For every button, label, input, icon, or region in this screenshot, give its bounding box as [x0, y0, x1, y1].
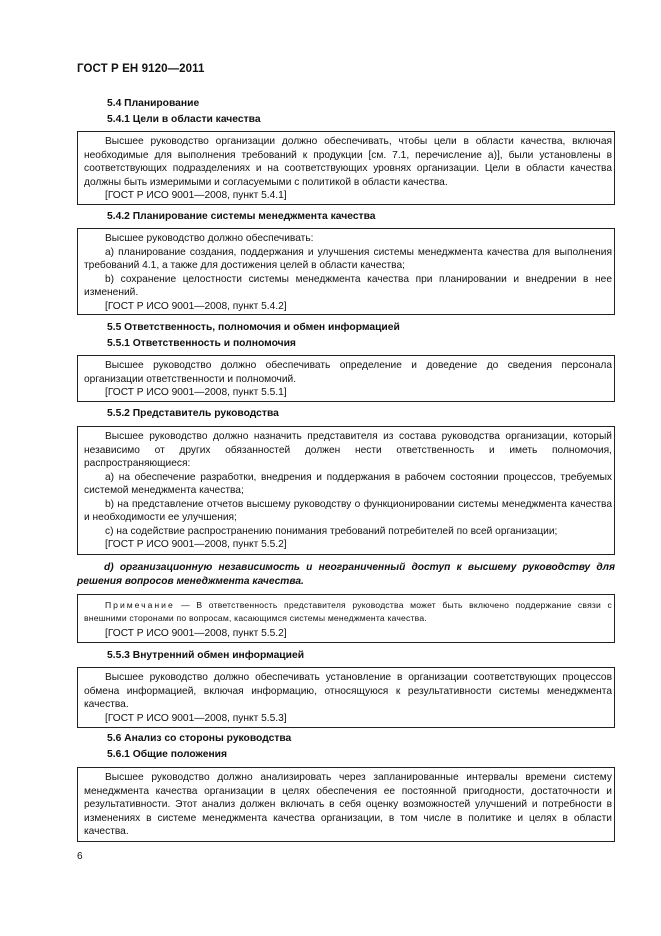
note-label: Примечание	[105, 600, 175, 610]
list-item-b: b) на представление отчетов высшему руководству о функционировании системы менеджмента качества и необходимости ее улучшения;	[84, 498, 612, 523]
quote-box-5-5-1	[77, 355, 615, 402]
box-reference: [ГОСТ Р ИСО 9001—2008, пункт 5.5.2]	[105, 539, 287, 550]
item-d-paragraph	[77, 561, 615, 588]
heading-5-6: 5.6 Анализ со стороны руководства	[107, 733, 292, 744]
list-item-b: b) сохранение целостности системы менеджмента качества при планировании и внедрении в нее изменений.	[84, 273, 612, 298]
heading-5-5-1: 5.5.1 Ответственность и полномочия	[107, 338, 296, 349]
heading-5-4: 5.4 Планирование	[107, 98, 200, 109]
box-text: Высшее руководство должно обеспечивать установление в организации соответствующих процессов обмена информацией, включая информацию, относящуюся к результативности системы менеджмента качества.	[84, 672, 612, 710]
heading-5-4-1: 5.4.1 Цели в области качества	[107, 114, 261, 125]
heading-5-5: 5.5 Ответственность, полномочия и обмен информацией	[107, 322, 400, 333]
heading-5-5-2: 5.5.2 Представитель руководства	[107, 408, 279, 419]
box-intro: Высшее руководство должно обеспечивать:	[105, 233, 314, 244]
note-body: — В ответственность представителя руководства может быть включено поддержание связи с внешними сторонами по вопросам, касающимся системы менеджмента качества.	[84, 600, 612, 623]
heading-5-5-3: 5.5.3 Внутренний обмен информацией	[107, 650, 305, 661]
box-reference: [ГОСТ Р ИСО 9001—2008, пункт 5.5.2]	[105, 628, 287, 639]
box-reference: [ГОСТ Р ИСО 9001—2008, пункт 5.4.2]	[105, 300, 287, 312]
item-d-text: d) организационную независимость и неограниченный доступ к высшему руководству для решения вопросов менеджмента качества.	[77, 562, 615, 587]
page-number: 6	[77, 851, 83, 862]
box-reference: [ГОСТ Р ИСО 9001—2008, пункт 5.5.3]	[105, 712, 287, 724]
quote-box-5-5-2	[77, 426, 615, 555]
list-item-a: a) на обеспечение разработки, внедрения и поддержания в рабочем состоянии процессов, требуемых системой менеджмента качества;	[84, 471, 612, 496]
box-text: Высшее руководство должно анализировать через запланированные интервалы времени систему менеджмента качества организации в целях обеспечения ее постоянной пригодности, достаточности и результативности. Этот анализ должен включать в себя оценку возможностей улучшений и потребности в изменениях в системе менеджмента качества организации, в том числе в политике и целях в области качества.	[84, 772, 612, 837]
box-reference: [ГОСТ Р ИСО 9001—2008, пункт 5.4.1]	[105, 190, 287, 201]
document-header: ГОСТ Р ЕН 9120—2011	[77, 63, 205, 75]
list-item-a: a) планирование создания, поддержания и улучшения системы менеджмента качества для выполнения требований 4.1, а также для достижения целей в области качества;	[84, 246, 612, 271]
note-text	[84, 599, 612, 625]
quote-box-5-4-1	[77, 131, 615, 205]
note-box	[77, 594, 615, 643]
quote-box-5-4-2	[77, 228, 615, 315]
box-text: Высшее руководство организации должно обеспечивать, чтобы цели в области качества, включая необходимые для выполнения требований к продукции [см. 7.1, перечисление а)], были установлены в соответствующих подразделениях и на соответствующих уровнях организации. Цели в области качества должны быть измеримыми и согласуемыми с политикой в области качества.	[84, 136, 612, 188]
list-item-c: c) на содействие распространению понимания требований потребителей по всей организации;	[105, 525, 558, 537]
box-reference: [ГОСТ Р ИСО 9001—2008, пункт 5.5.1]	[105, 387, 287, 398]
heading-5-4-2: 5.4.2 Планирование системы менеджмента качества	[107, 211, 376, 222]
quote-box-5-5-3	[77, 667, 615, 728]
quote-box-5-6-1	[77, 767, 615, 842]
heading-5-6-1: 5.6.1 Общие положения	[107, 749, 227, 760]
box-text: Высшее руководство должно обеспечивать определение и доведение до сведения персонала организации ответственности и полномочий.	[84, 360, 612, 385]
box-intro: Высшее руководство должно назначить представителя из состава руководства организации, который независимо от других обязанностей должен нести ответственность и иметь полномочия, распространяющиеся:	[84, 431, 612, 469]
